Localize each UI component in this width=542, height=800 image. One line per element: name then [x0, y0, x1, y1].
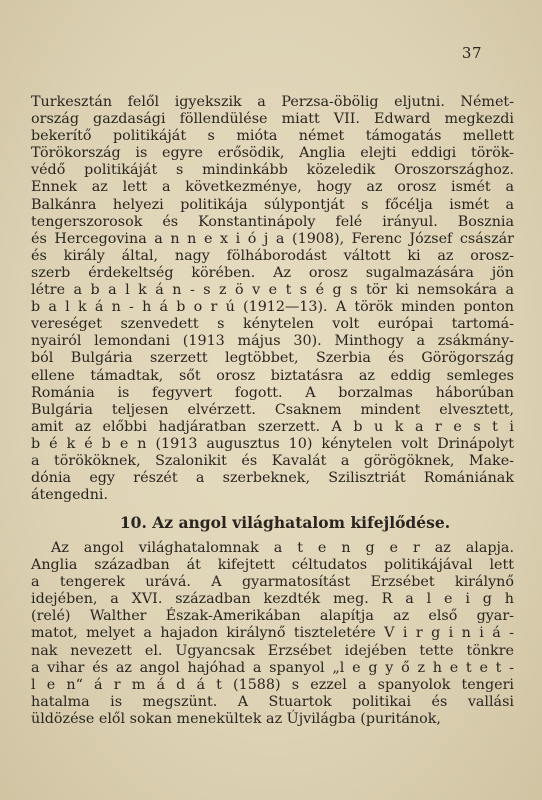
paragraph-1: [31, 94, 514, 504]
paragraph-2: [31, 540, 514, 728]
text-line: b a l k á n - h á b o r ú (1912—13). A török minden ponton: [31, 299, 514, 316]
text-line: Az angol világhatalomnak a t e n g e r az alapja.: [51, 540, 514, 556]
text-line: Ennek az lett a következménye, hogy az orosz ismét a: [31, 179, 514, 196]
text-line: üldözése elől sokan menekültek az Újvilágba (puritánok,: [31, 710, 441, 727]
text-line: a tengerek urává. A gyarmatosítást Erzsébet királynő: [31, 574, 514, 591]
text-line: matot, melyet a hajadon királynő tiszteletére V i r g i n i á -: [31, 625, 514, 642]
text-line: bekerítő politikáját s mióta német támogatás mellett: [31, 128, 514, 145]
text-line: átengedni.: [31, 487, 109, 504]
text-line: l e n“ á r m á d á t (1588) s ezzel a spanyolok tengeri: [31, 676, 514, 693]
text-line: ellene támadtak, sőt orosz biztatásra az eddig semleges: [31, 367, 514, 384]
text-line: amit az előbbi hadjáratban szerzett. A b u k a r e s t i: [31, 418, 514, 435]
text-line: létre a b a l k á n - s z ö v e t s é g s tör ki nemsokára a: [31, 282, 514, 299]
text-line: ból Bulgária szerzett legtöbbet, Szerbia és Görögország: [31, 350, 514, 367]
text-line: nak nevezett el. Ugyancsak Erzsébet idejében tette tönkre: [31, 642, 514, 659]
text-line: nyairól lemondani (1913 május 30). Minthogy a zsákmány-: [31, 333, 514, 350]
text-line: Bulgária teljesen elvérzett. Csaknem mindent elvesztett,: [31, 401, 514, 418]
page-number: 37: [461, 44, 482, 62]
text-line: idejében, a XVI. században kezdték meg. R a l e i g h: [31, 591, 514, 608]
text-line: Turkesztán felől igyekszik a Perzsa-öbölig eljutni. Német-: [31, 94, 514, 110]
text-line: a vihar és az angol hajóhad a spanyol „l e g y ő z h e t e t -: [31, 659, 514, 676]
text-line: és Hercegovina a n n e x i ó j a (1908), Ferenc József császár: [31, 230, 514, 247]
text-line: védő politikáját s mindinkább közeledik Oroszországhoz.: [31, 162, 514, 179]
text-line: ország gazdasági föllendülése miatt VII. Edward megkezdi: [31, 111, 514, 128]
text-line: szerb érdekeltség körében. Az orosz sugalmazására jön: [31, 264, 514, 281]
text-line: Balkánra helyezi politikája súlypontját s főcélja ismét a: [31, 196, 514, 213]
text-line: Románia is fegyvert fogott. A borzalmas háborúban: [31, 384, 514, 401]
text-line: Anglia században át kifejtett céltudatos politikájával lett: [31, 557, 514, 574]
text-line: és király által, nagy fölháborodást váltott ki az orosz-: [31, 247, 514, 264]
text-line: (relé) Walther Észak-Amerikában alapítja az első gyar-: [31, 608, 514, 625]
text-line: b é k é b e n (1913 augusztus 10) kénytelen volt Drinápolyt: [31, 435, 514, 452]
text-line: hatalma is megszünt. A Stuartok politikai és vallási: [31, 693, 514, 710]
text-line: a törököknek, Szalonikit és Kavalát a görögöknek, Make-: [31, 452, 514, 469]
section-heading: 10. Az angol világhatalom kifejlődése.: [119, 513, 451, 532]
text-line: tengerszorosok és Konstantinápoly felé irányul. Bosznia: [31, 213, 514, 230]
text-line: dónia egy részét a szerbeknek, Szilisztriát Romániának: [31, 470, 514, 487]
text-line: vereséget szenvedett s kénytelen volt európai tartomá-: [31, 316, 514, 333]
text-line: Törökország is egyre erősödik, Anglia elejti eddigi török-: [31, 145, 514, 162]
